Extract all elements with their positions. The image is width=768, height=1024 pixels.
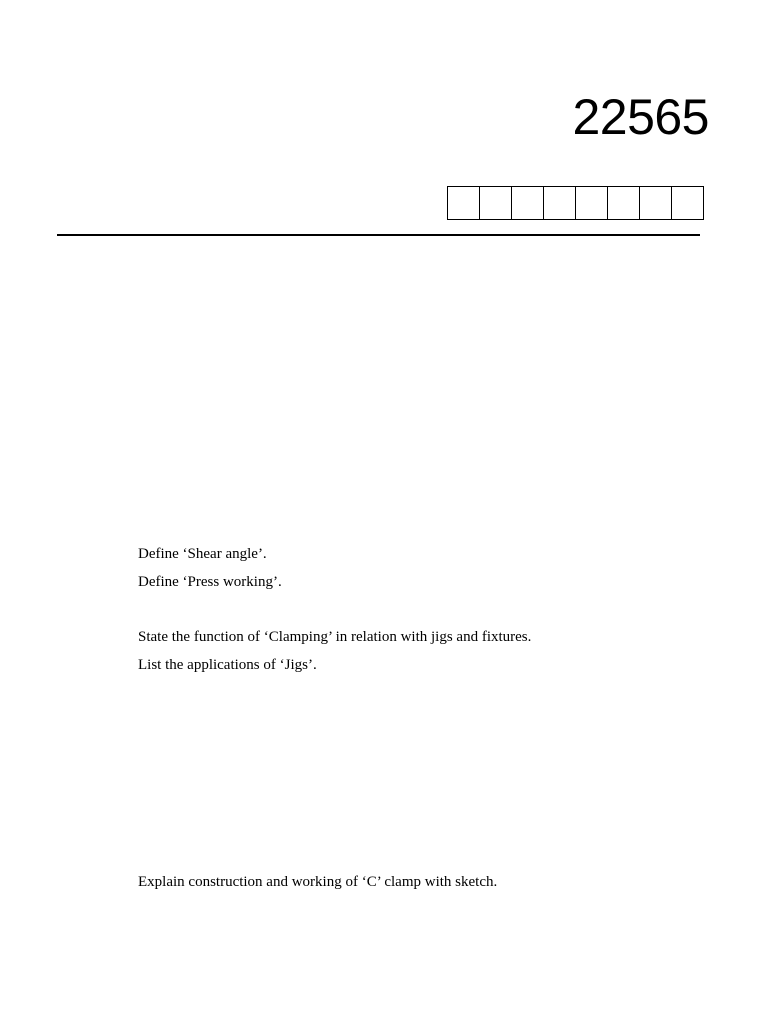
question-text: Define ‘Press working’. [138, 574, 282, 590]
seat-number-box[interactable] [448, 187, 480, 219]
seat-number-box[interactable] [640, 187, 672, 219]
seat-number-box[interactable] [608, 187, 640, 219]
header-divider [57, 234, 700, 236]
question-text: List the applications of ‘Jigs’. [138, 657, 317, 673]
seat-number-boxes [447, 186, 704, 220]
seat-number-box[interactable] [480, 187, 512, 219]
question-text: State the function of ‘Clamping’ in relation with jigs and fixtures. [138, 629, 532, 645]
seat-number-box[interactable] [544, 187, 576, 219]
question-text: Explain construction and working of ‘C’ clamp with sketch. [138, 874, 498, 890]
seat-number-box[interactable] [512, 187, 544, 219]
seat-number-box[interactable] [672, 187, 704, 219]
seat-number-box[interactable] [576, 187, 608, 219]
paper-code: 22565 [572, 89, 709, 145]
question-text: Define ‘Shear angle’. [138, 546, 267, 562]
